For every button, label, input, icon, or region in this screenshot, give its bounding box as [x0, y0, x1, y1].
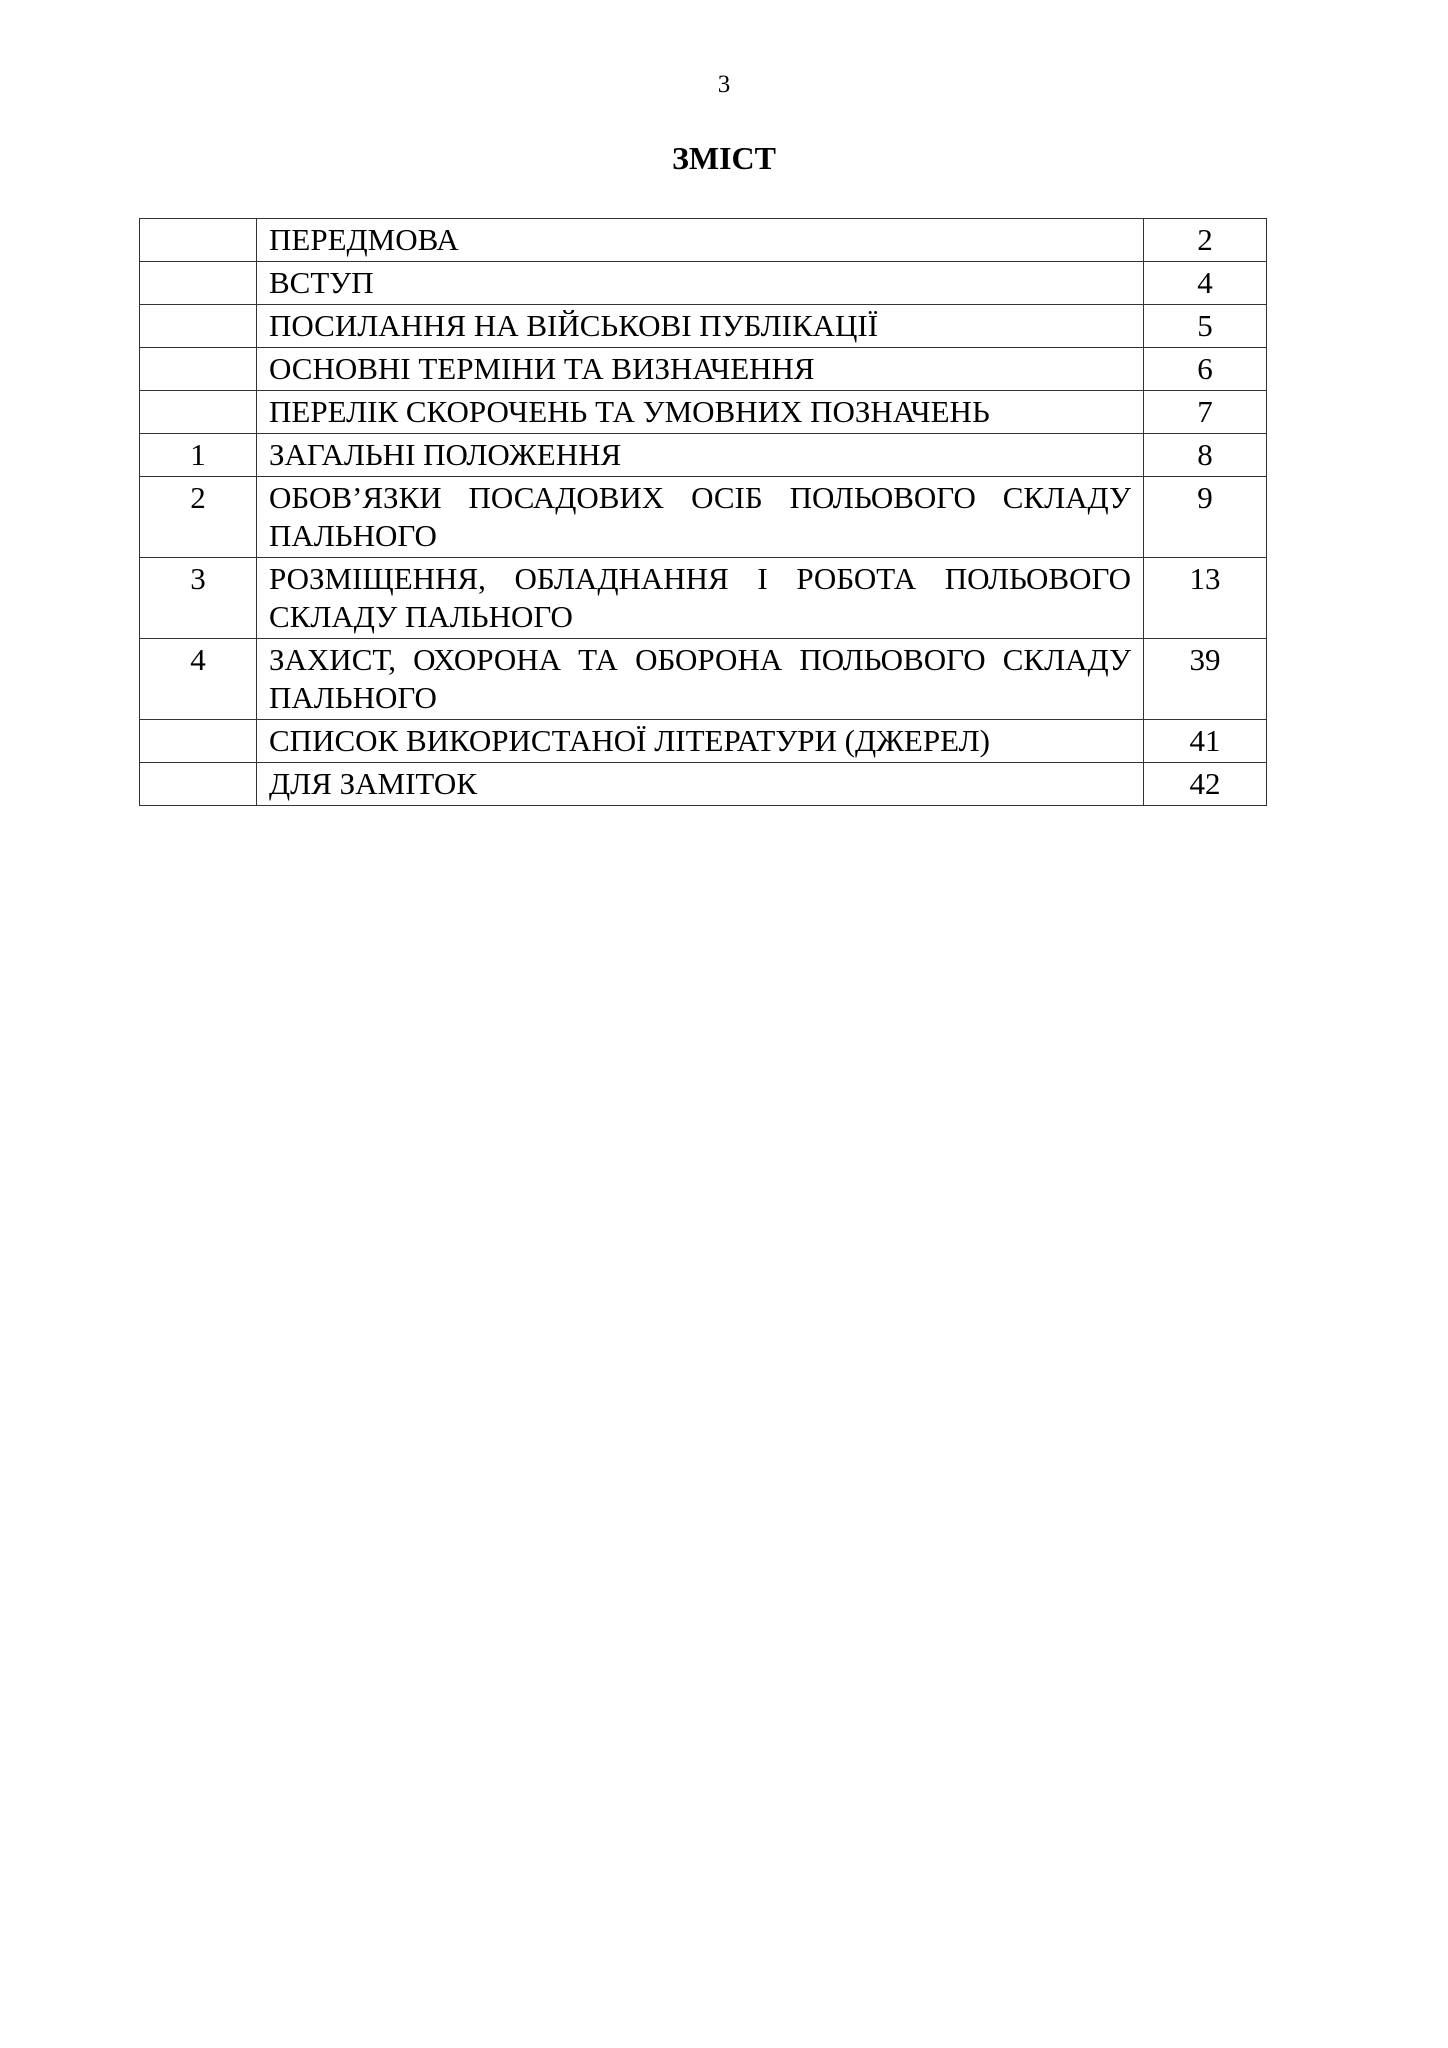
section-page: 41: [1144, 720, 1267, 763]
table-row: [140, 558, 1267, 639]
table-row: [140, 477, 1267, 558]
toc-body: [140, 219, 1267, 806]
section-number: [140, 763, 257, 806]
table-of-contents: [139, 218, 1267, 806]
table-row: [140, 219, 1267, 262]
page-title: ЗМІСТ: [672, 140, 776, 176]
section-title: ПОСИЛАННЯ НА ВІЙСЬКОВІ ПУБЛІКАЦІЇ: [257, 305, 1144, 348]
table-row: [140, 348, 1267, 391]
section-number: [140, 720, 257, 763]
section-page: 9: [1144, 477, 1267, 558]
section-number: [140, 219, 257, 262]
section-title: СПИСОК ВИКОРИСТАНОЇ ЛІТЕРАТУРИ (ДЖЕРЕЛ): [257, 720, 1144, 763]
table-row: [140, 434, 1267, 477]
table-row: [140, 262, 1267, 305]
section-title: ДЛЯ ЗАМІТОК: [257, 763, 1144, 806]
section-page: 8: [1144, 434, 1267, 477]
section-page: 42: [1144, 763, 1267, 806]
table-row: [140, 763, 1267, 806]
section-page: 13: [1144, 558, 1267, 639]
section-page: 39: [1144, 639, 1267, 720]
page-number: 3: [717, 71, 731, 98]
section-number: 2: [140, 477, 257, 558]
section-page: 5: [1144, 305, 1267, 348]
section-page: 4: [1144, 262, 1267, 305]
table-row: [140, 720, 1267, 763]
section-page: 6: [1144, 348, 1267, 391]
section-title: ПЕРЕДМОВА: [257, 219, 1144, 262]
table-row: [140, 639, 1267, 720]
section-title: ВСТУП: [257, 262, 1144, 305]
section-number: 1: [140, 434, 257, 477]
section-title: ПЕРЕЛІК СКОРОЧЕНЬ ТА УМОВНИХ ПОЗНАЧЕНЬ: [257, 391, 1144, 434]
section-number: 4: [140, 639, 257, 720]
section-number: [140, 305, 257, 348]
section-page: 7: [1144, 391, 1267, 434]
section-title: ОСНОВНІ ТЕРМІНИ ТА ВИЗНАЧЕННЯ: [257, 348, 1144, 391]
section-number: [140, 262, 257, 305]
section-number: 3: [140, 558, 257, 639]
section-title: РОЗМІЩЕННЯ, ОБЛАДНАННЯ І РОБОТА ПОЛЬОВОГО СКЛАДУ ПАЛЬНОГО: [257, 558, 1144, 639]
section-number: [140, 391, 257, 434]
table-row: [140, 391, 1267, 434]
section-number: [140, 348, 257, 391]
section-title: ЗАХИСТ, ОХОРОНА ТА ОБОРОНА ПОЛЬОВОГО СКЛАДУ ПАЛЬНОГО: [257, 639, 1144, 720]
section-page: 2: [1144, 219, 1267, 262]
section-title: ОБОВ’ЯЗКИ ПОСАДОВИХ ОСІБ ПОЛЬОВОГО СКЛАДУ ПАЛЬНОГО: [257, 477, 1144, 558]
section-title: ЗАГАЛЬНІ ПОЛОЖЕННЯ: [257, 434, 1144, 477]
table-row: [140, 305, 1267, 348]
